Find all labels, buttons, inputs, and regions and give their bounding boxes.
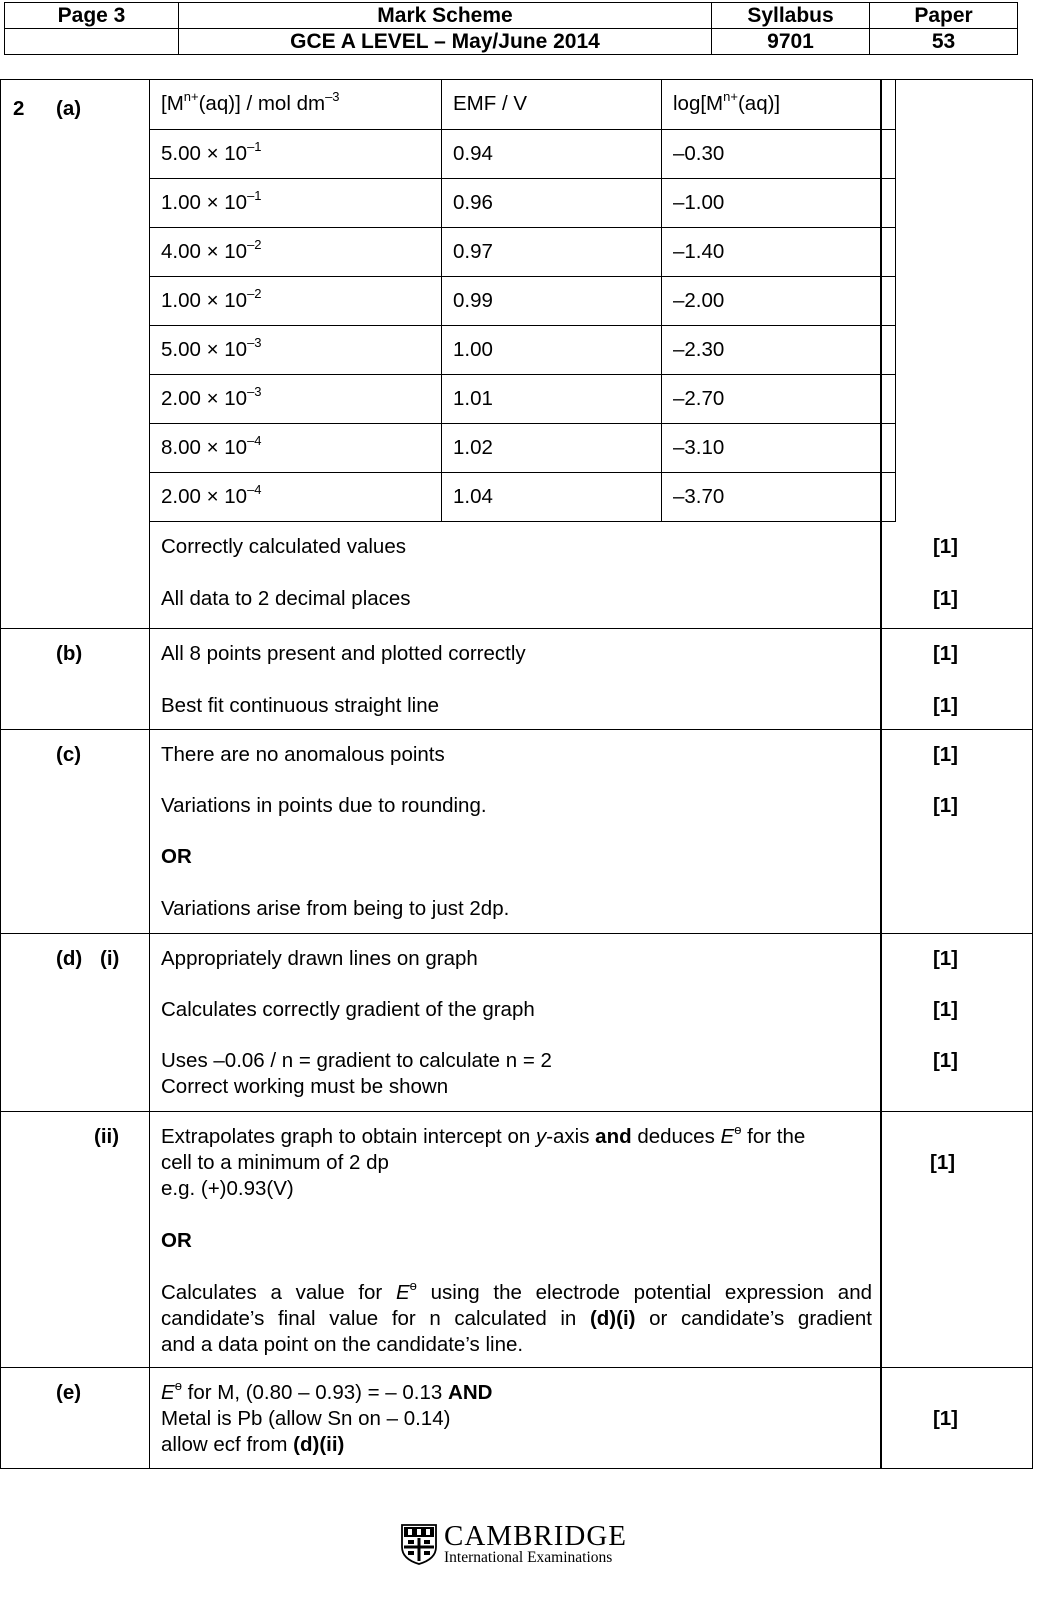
mark: [1] [932, 947, 958, 970]
data-row [150, 129, 1032, 178]
criterion-decimal-places: All data to 2 decimal places [161, 586, 411, 610]
logo-international: International Examinations [444, 1549, 613, 1566]
col-header-log: $\log[M^{n+}(aq)]$ [662, 80, 896, 129]
cell-concentration: $5.00 \times 10^{-3}$ [150, 325, 442, 374]
mark: [1] [932, 1049, 958, 1072]
col-header-emf: EMF / V [442, 80, 662, 129]
cell-concentration: $8.00 \times 10^{-4}$ [150, 423, 442, 472]
mark: [1] [932, 534, 958, 558]
criterion-points-plotted: All 8 points present and plotted correctly [161, 642, 526, 665]
section-2c [1, 730, 1033, 934]
part-label-d: (d) [56, 947, 83, 970]
criterion-lines-drawn: Appropriately drawn lines on graph [161, 947, 478, 970]
section-2a [1, 80, 1033, 629]
cell-log: –3.70 [662, 472, 896, 521]
cell-log: –0.30 [662, 129, 896, 178]
header-table [4, 2, 1018, 55]
or-label: OR [161, 845, 192, 868]
mark: [1] [932, 794, 958, 817]
mark: [1] [932, 642, 958, 665]
cell-log: –1.00 [662, 178, 896, 227]
cell-log: –2.70 [662, 374, 896, 423]
criterion-no-anomalous: There are no anomalous points [161, 743, 445, 766]
cell-concentration: $2.00 \times 10^{-3}$ [150, 374, 442, 423]
criterion-rounding: Variations in points due to rounding. [161, 794, 487, 817]
header-mark-scheme: Mark Scheme [179, 3, 712, 29]
cell-emf: 1.00 [442, 325, 662, 374]
data-table [150, 80, 1032, 625]
cell-emf: 1.02 [442, 423, 662, 472]
criterion-e-value: $E^ө$ for M, (0.80 – 0.93) = – 0.13 AND [161, 1378, 493, 1404]
criterion-working: Correct working must be shown [161, 1075, 449, 1098]
col-header-concentration: $[M^{n+}(aq)]$ / mol $dm^{-3}$ [150, 80, 442, 129]
part-label-c: (c) [56, 743, 82, 766]
cell-emf: 0.99 [442, 276, 662, 325]
data-row [150, 227, 1032, 276]
section-2b [1, 629, 1033, 730]
cell-concentration: $4.00 \times 10^{-2}$ [150, 227, 442, 276]
cell-emf: 1.01 [442, 374, 662, 423]
sub-label-i: (i) [100, 947, 120, 970]
cell-concentration: $2.00 \times 10^{-4}$ [150, 472, 442, 521]
data-row [150, 472, 1032, 521]
logo-cambridge: CAMBRIDGE [444, 1520, 628, 1552]
header-blank [5, 29, 179, 55]
question-number: 2 [13, 97, 25, 120]
data-row [150, 178, 1032, 227]
mark: [1] [932, 694, 958, 717]
cell-log: –2.00 [662, 276, 896, 325]
criterion-electrode-expression: Calculates a value for $E^ө$ using the electrode potential expression and candidate’s final value for n calculated in (d)(i) or candidate’s gradient and a data point on the candidate’s line. [161, 1278, 872, 1356]
cambridge-crest-icon [400, 1523, 438, 1565]
header-paper: Paper [870, 3, 1018, 29]
section-2e [1, 1368, 1033, 1469]
part-label-e: (e) [56, 1381, 82, 1404]
marks-column-divider [880, 79, 882, 1469]
criterion-best-fit: Best fit continuous straight line [161, 694, 440, 717]
cell-log: –1.40 [662, 227, 896, 276]
example-value: e.g. (+)0.93(V) [161, 1177, 294, 1200]
criterion-calculate-n: Uses –0.06 / n = gradient to calculate n = 2 [161, 1049, 552, 1072]
header-exam: GCE A LEVEL – May/June 2014 [179, 29, 712, 55]
cell-log: –2.30 [662, 325, 896, 374]
cell-emf: 1.04 [442, 472, 662, 521]
section-2dii [1, 1112, 1033, 1368]
criterion-metal: Metal is Pb (allow Sn on – 0.14) [161, 1407, 451, 1430]
part-label-b: (b) [56, 642, 83, 665]
criterion-2dp: Variations arise from being to just 2dp. [161, 897, 510, 920]
cell-concentration: $1.00 \times 10^{-2}$ [150, 276, 442, 325]
header-paper-number: 53 [870, 29, 1018, 55]
criterion-extrapolate: Extrapolates graph to obtain intercept on y-axis and deduces $E^ө$ for the [161, 1122, 806, 1148]
mark: [1] [932, 586, 958, 610]
cell-log: –3.10 [662, 423, 896, 472]
data-row [150, 276, 1032, 325]
header-syllabus-code: 9701 [712, 29, 870, 55]
criterion-calculated-values: Correctly calculated values [161, 534, 406, 558]
data-row [150, 325, 1032, 374]
cell-concentration: $5.00 \times 10^{-1}$ [150, 129, 442, 178]
cell-concentration: $1.00 \times 10^{-1}$ [150, 178, 442, 227]
mark: [1] [932, 1407, 958, 1430]
header-syllabus: Syllabus [712, 3, 870, 29]
data-row [150, 374, 1032, 423]
criterion-min-2dp: cell to a minimum of 2 dp [161, 1151, 389, 1174]
section-2di [1, 934, 1033, 1112]
mark: [1] [932, 998, 958, 1021]
part-label-a: (a) [56, 97, 82, 120]
cell-emf: 0.97 [442, 227, 662, 276]
header-page: Page 3 [5, 3, 179, 29]
mark-scheme-table [0, 79, 1033, 1469]
mark: [1] [930, 1151, 956, 1174]
cell-emf: 0.96 [442, 178, 662, 227]
criterion-gradient: Calculates correctly gradient of the graph [161, 998, 535, 1021]
criterion-ecf: allow ecf from (d)(ii) [161, 1433, 345, 1456]
cell-emf: 0.94 [442, 129, 662, 178]
mark: [1] [932, 743, 958, 766]
sub-label-ii: (ii) [94, 1125, 120, 1148]
or-label: OR [161, 1229, 192, 1252]
cambridge-logo [400, 1522, 627, 1566]
data-row [150, 423, 1032, 472]
